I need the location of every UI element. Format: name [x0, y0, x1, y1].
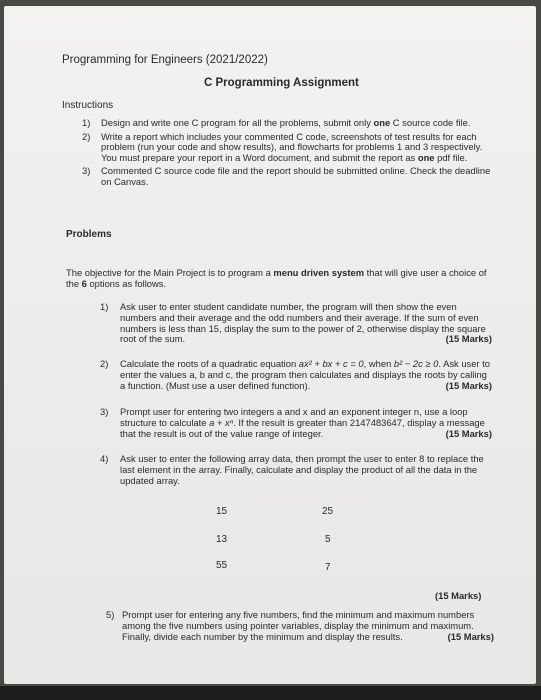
- problem-2: 2) Calculate the roots of a quadratic equation ax² + bx + c = 0, when b² − 2c ≥ 0. Ask user to enter the values a, b and c, the program then calculates and displays the roots by calling a function. (Must use a user defined function). (15 Marks): [100, 358, 492, 391]
- marks-label: (15 Marks): [447, 630, 494, 642]
- array-cell: 13: [216, 534, 228, 545]
- problem-4: 4) Ask user to enter the following array data, then prompt the user to enter 8 to replace the last element in the array. Finally, calculate and display the product of all the data in the updated array.: [100, 453, 484, 486]
- array-cell: 25: [322, 506, 334, 517]
- window-bottom-bar: [0, 686, 541, 700]
- power-expression: a + xⁿ: [209, 416, 234, 428]
- course-title: Programming for Engineers (2021/2022): [62, 54, 268, 66]
- quadratic-equation: ax² + bx + c = 0: [298, 358, 364, 369]
- project-objective: The objective for the Main Project is to program a menu driven system that will give user a choice of the 6 options as follows.: [66, 267, 487, 289]
- assignment-title: C Programming Assignment: [204, 77, 359, 89]
- array-cell: 55: [216, 560, 228, 571]
- array-cell: 5: [325, 534, 331, 545]
- marks-label: (15 Marks): [445, 333, 492, 345]
- problem-3: 3) Prompt user for entering two integers a and x and an exponent integer n, use a loop structure to calculate a + xⁿ. If the result is greater than 2147483647, display a message that the result is out of the value range of integer. (15 Marks): [100, 406, 492, 439]
- problem-5: 5) Prompt user for entering any five numbers, find the minimum and maximum numbers among the five numbers using pointer variables, display the minimum and maximum. Finally, divide each number by the minimum and display the results. (15 Marks): [106, 609, 494, 642]
- marks-label: (15 Marks): [445, 379, 492, 391]
- instruction-item: 3) Commented C source code file and the report should be submitted online. Check the deadline on Canvas.: [82, 165, 491, 187]
- instructions-heading: Instructions: [62, 100, 114, 111]
- marks-label: (15 Marks): [445, 427, 492, 439]
- problems-heading: Problems: [66, 229, 112, 240]
- discriminant-condition: b² − 2c ≥ 0: [393, 358, 439, 369]
- document-page: [4, 6, 536, 684]
- instruction-item: 2) Write a report which includes your commented C code, screenshots of test results for each problem (run your code and show results), and flowcharts for problems 1 and 3 respectively. You must prepare your report in a Word document, and submit the report as one pdf file.: [82, 130, 483, 163]
- instructions-list: [82, 118, 497, 191]
- array-cell: 15: [216, 506, 228, 517]
- marks-label: (15 Marks): [435, 590, 482, 601]
- problem-1: 1) Ask user to enter student candidate number, the program will then show the even numbers and their average and the odd numbers and their average. If the sum of even numbers is less than 15, display the sum to the power of 2, otherwise display the square root of the sum. (15 Marks): [100, 301, 492, 345]
- array-cell: 7: [325, 562, 331, 573]
- instruction-item: 1) Design and write one C program for all the problems, submit only one C source code file.: [82, 117, 471, 128]
